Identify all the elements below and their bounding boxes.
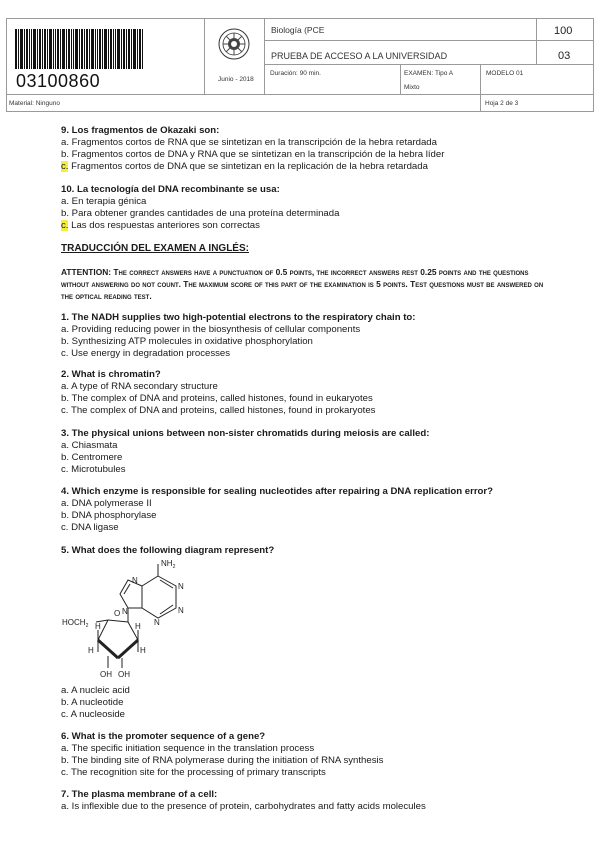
- answer-option: a. A type of RNA secondary structure: [61, 380, 218, 392]
- exam-type: EXAMEN: Tipo A: [404, 70, 454, 77]
- spanish-question-9: [61, 125, 561, 173]
- option-prefix: a.: [61, 136, 70, 148]
- english-question-5: [61, 545, 561, 557]
- option-prefix-highlight: c.: [61, 160, 69, 172]
- english-question-5-options: [61, 685, 561, 721]
- barcode-image: [15, 29, 143, 69]
- header-right-rule: [593, 18, 594, 112]
- answer-option: [61, 149, 561, 161]
- label-oh-right: OH: [118, 670, 130, 679]
- exam-title: PRUEBA DE ACCESO A LA UNIVERSIDAD: [271, 51, 448, 61]
- option-prefix: b.: [61, 207, 70, 219]
- option-prefix-highlight: c.: [61, 219, 69, 231]
- exam-model: MODELO 01: [486, 70, 524, 77]
- material-note: Material: Ninguno: [9, 100, 60, 107]
- label-h3: H: [88, 646, 94, 655]
- answer-option: a. A nucleic acid: [61, 685, 130, 696]
- label-n9: N: [122, 607, 128, 616]
- option-text: Para obtener grandes cantidades de una proteína determinada: [69, 207, 340, 219]
- header-bottom-rule: [6, 111, 594, 112]
- english-question-2: [61, 369, 561, 417]
- header-row-rule-2: [264, 64, 594, 65]
- exam-date: Junio - 2018: [218, 76, 254, 83]
- question-text: 6. What is the promoter sequence of a gene?: [61, 731, 266, 742]
- label-h2: H: [135, 622, 141, 631]
- answer-option: c. Microtubules: [61, 463, 126, 475]
- label-nh2: $NH_2$: [161, 559, 176, 570]
- option-prefix: b.: [61, 148, 70, 160]
- answer-option: a. Chiasmata: [61, 439, 118, 451]
- label-n7: N: [132, 576, 138, 585]
- header-divider-1: [204, 18, 205, 94]
- header-divider-6: [480, 94, 481, 112]
- subject-code: 100: [554, 25, 573, 37]
- spanish-question-10: [61, 184, 561, 232]
- english-question-3: [61, 428, 561, 476]
- answer-option-marked: [61, 161, 561, 173]
- header-divider-4: [400, 64, 401, 94]
- question-text: 2. What is chromatin?: [61, 369, 161, 380]
- label-ring-oxygen: O: [114, 609, 121, 618]
- answer-option: a. The specific initiation sequence in the translation process: [61, 742, 315, 754]
- answer-option: c. The recognition site for the processing of primary transcripts: [61, 766, 326, 778]
- label-n1: N: [178, 582, 184, 591]
- subject-name: Biología (PCE: [271, 25, 325, 35]
- label-oh-left: OH: [100, 670, 112, 679]
- exam-code: 03: [558, 50, 571, 62]
- header-row-rule-1: [264, 40, 594, 41]
- answer-option: [61, 137, 561, 149]
- label-h4: H: [140, 646, 146, 655]
- header-divider-3: [536, 18, 537, 64]
- sheet-number: Hoja 2 de 3: [485, 100, 519, 107]
- answer-option: b. The binding site of RNA polymerase during the initiation of RNA synthesis: [61, 754, 384, 766]
- question-text: 3. The physical unions between non-sister chromatids during meiosis are called:: [61, 428, 430, 439]
- option-text: Fragmentos cortos de DNA que se sintetizan en la replicación de la hebra retardada: [68, 160, 428, 172]
- answer-option: [61, 196, 561, 208]
- answer-option: b. Centromere: [61, 451, 123, 463]
- question-text: 4. Which enzyme is responsible for sealing nucleotides after repairing a DNA replication error?: [61, 486, 494, 497]
- option-text: En terapia génica: [69, 195, 147, 207]
- answer-option: a. Providing reducing power in the biosynthesis of cellular components: [61, 323, 361, 335]
- answer-option: c. DNA ligase: [61, 521, 119, 533]
- answer-option: a. Is inflexible due to the presence of protein, carbohydrates and fatty acids molecules: [61, 800, 426, 812]
- english-question-6: [61, 731, 561, 779]
- answer-option: [61, 208, 561, 220]
- attention-label: ATTENTION:: [61, 267, 112, 277]
- answer-option-marked: [61, 220, 561, 232]
- answer-option: b. DNA phosphorylase: [61, 509, 157, 521]
- barcode-number: 03100860: [16, 71, 101, 91]
- answer-option: a. DNA polymerase II: [61, 497, 152, 509]
- header-divider-5: [480, 64, 481, 94]
- option-text: Las dos respuestas anteriores son correctas: [68, 219, 260, 231]
- header-top-rule: [6, 18, 594, 19]
- attention-text: The correct answers have a punctuation of 0.5 points, the incorrect answers rest 0.25 points and the questions without answering do not count. The maximum score of this part of the examination is 5 points. Test questions must be answered on the optical reading test.: [61, 267, 544, 301]
- option-prefix: a.: [61, 195, 70, 207]
- question-text: 5. What does the following diagram represent?: [61, 545, 275, 556]
- exam-header: [6, 18, 594, 112]
- label-hoch2: $HOCH_2$: [62, 618, 89, 629]
- exam-type-mode: Mixto: [404, 84, 420, 91]
- header-divider-2: [264, 18, 265, 94]
- attention-note: [61, 266, 551, 302]
- translation-title: TRADUCCIÓN DEL EXAMEN A INGLÉS:: [61, 243, 249, 254]
- exam-duration: Duración: 90 min.: [270, 70, 321, 77]
- header-left-rule: [6, 18, 7, 112]
- answer-option: c. Use energy in degradation processes: [61, 347, 231, 359]
- question-text: 1. The NADH supplies two high-potential electrons to the respiratory chain to:: [61, 312, 416, 323]
- answer-option: b. Synthesizing ATP molecules in oxidative phosphorylation: [61, 335, 313, 347]
- answer-option: c. A nucleoside: [61, 708, 126, 720]
- label-n3: N: [178, 606, 184, 615]
- adenosine-structure-diagram: [58, 558, 208, 683]
- label-n9a: N: [154, 618, 160, 627]
- label-h1: H: [95, 622, 101, 631]
- answer-option: b. A nucleotide: [61, 696, 124, 708]
- english-question-4: [61, 486, 561, 534]
- question-text: 9. Los fragmentos de Okazaki son:: [61, 125, 220, 136]
- english-question-1: [61, 312, 561, 360]
- university-seal-logo: [218, 28, 250, 60]
- header-mid-rule: [6, 94, 594, 95]
- answer-option: b. The complex of DNA and proteins, called histones, found in eukaryotes: [61, 392, 373, 404]
- english-question-7: [61, 789, 561, 813]
- option-text: Fragmentos cortos de RNA que se sintetizan en la transcripción de la hebra retardada: [69, 136, 437, 148]
- question-text: 10. La tecnología del DNA recombinante se usa:: [61, 184, 280, 195]
- question-text: 7. The plasma membrane of a cell:: [61, 789, 218, 800]
- answer-option: c. The complex of DNA and proteins, called histones, found in prokaryotes: [61, 404, 376, 416]
- option-text: Fragmentos cortos de DNA y RNA que se sintetizan en la transcripción de la hebra líder: [69, 148, 445, 160]
